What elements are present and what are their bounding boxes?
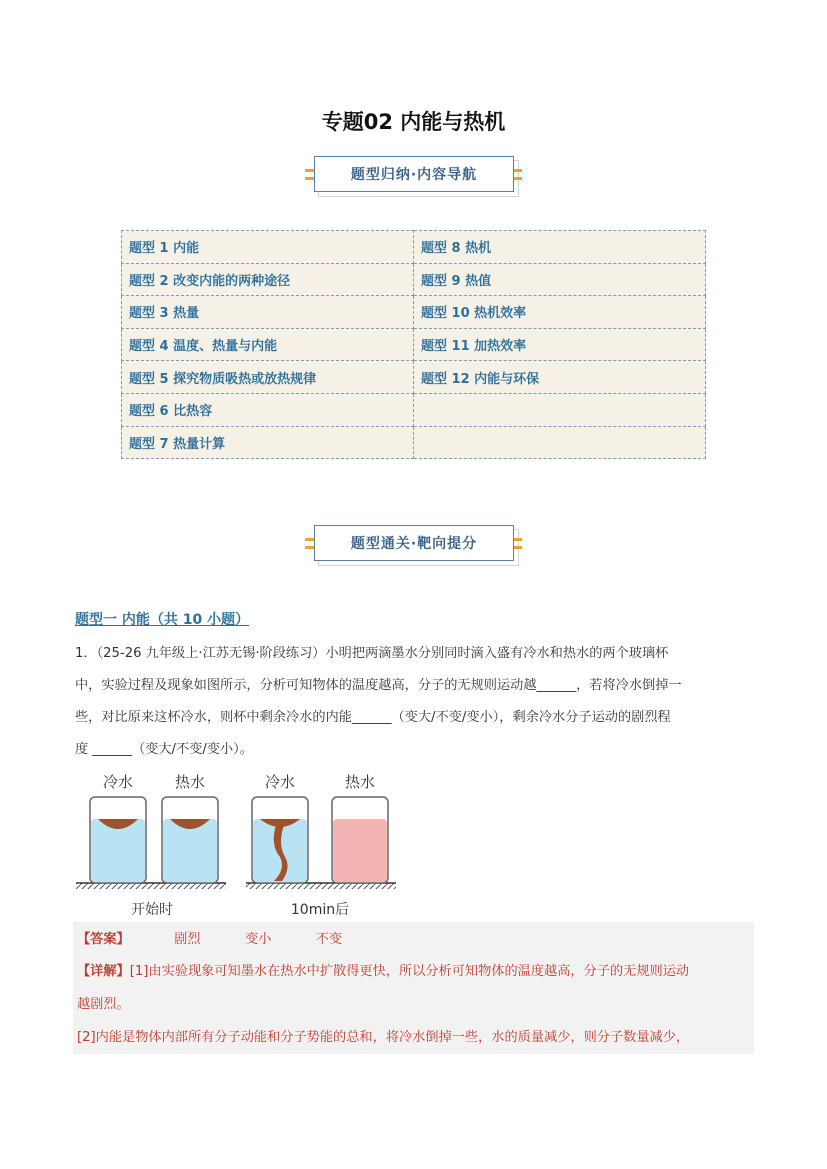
section-banner-navigation bbox=[0, 156, 827, 196]
toc-item bbox=[414, 426, 706, 459]
beaker-cold-start bbox=[90, 797, 146, 883]
detail-text: 越剧烈。 bbox=[77, 997, 130, 1012]
answer-value: 不变 bbox=[315, 932, 343, 947]
section-heading: 题型一 内能（共 10 小题） bbox=[75, 612, 250, 628]
beakers-illustration bbox=[74, 765, 404, 923]
beaker-cold-after bbox=[252, 797, 308, 883]
toc-item[interactable]: 题型 11 加热效率 bbox=[414, 328, 706, 361]
toc-item[interactable]: 题型 2 改变内能的两种途径 bbox=[122, 263, 414, 296]
beaker-hot-start bbox=[162, 797, 218, 883]
answer-value: 剧烈 bbox=[174, 932, 201, 947]
answer-value: 变小 bbox=[244, 932, 272, 947]
section-banner-practice bbox=[0, 525, 827, 565]
toc-item[interactable]: 题型 3 热量 bbox=[122, 296, 414, 329]
banner-label: 题型归纳·内容导航 bbox=[314, 156, 514, 192]
question-line: 些，对比原来这杯冷水，则杯中剩余冷水的内能______（变大/不变/变小），剩余冷水分子运动的剧烈程 bbox=[75, 710, 671, 725]
label-hot-2: 热水 bbox=[344, 773, 376, 791]
banner-label: 题型通关·靶向提分 bbox=[314, 525, 514, 561]
toc-row bbox=[122, 361, 706, 394]
detail-row bbox=[77, 960, 689, 979]
toc-item[interactable]: 题型 10 热机效率 bbox=[414, 296, 706, 329]
detail-label: 【详解】 bbox=[77, 964, 130, 979]
toc-item[interactable]: 题型 1 内能 bbox=[122, 231, 414, 264]
label-cold-1: 冷水 bbox=[102, 773, 134, 791]
toc-row bbox=[122, 393, 706, 426]
toc-item[interactable]: 题型 4 温度、热量与内能 bbox=[122, 328, 414, 361]
toc-table bbox=[121, 230, 706, 459]
toc-row bbox=[122, 231, 706, 264]
beaker-hot-after bbox=[332, 797, 388, 883]
toc-item[interactable]: 题型 6 比热容 bbox=[122, 393, 414, 426]
toc-item[interactable]: 题型 12 内能与环保 bbox=[414, 361, 706, 394]
toc-row bbox=[122, 426, 706, 459]
question-line: 中，实验过程及现象如图所示，分析可知物体的温度越高，分子的无规则运动越______，若将冷水倒掉一 bbox=[75, 678, 682, 693]
detail-text: [1]由实验现象可知墨水在热水中扩散得更快，所以分析可知物体的温度越高，分子的无规则运动 bbox=[129, 964, 690, 979]
toc-item[interactable]: 题型 8 热机 bbox=[414, 231, 706, 264]
experiment-figure bbox=[74, 765, 404, 923]
question-line: 1．（25-26 九年级上·江苏无锡·阶段练习）小明把两滴墨水分别同时滴入盛有冷水和热水的两个玻璃杯 bbox=[75, 646, 669, 661]
toc-row bbox=[122, 328, 706, 361]
toc-row bbox=[122, 296, 706, 329]
question-text bbox=[75, 638, 755, 766]
answer-label: 【答案】 bbox=[77, 932, 130, 947]
toc-item[interactable]: 题型 7 热量计算 bbox=[122, 426, 414, 459]
caption-start: 开始时 bbox=[131, 902, 173, 918]
caption-end: 10min后 bbox=[290, 902, 350, 918]
toc-item bbox=[414, 393, 706, 426]
answer-block bbox=[73, 922, 754, 1054]
page-title: 专题02 内能与热机 bbox=[321, 110, 506, 134]
answer-row bbox=[77, 928, 342, 947]
question-line: 度 ______（变大/不变/变小）。 bbox=[75, 742, 253, 757]
label-hot-1: 热水 bbox=[174, 773, 206, 791]
toc-row bbox=[122, 263, 706, 296]
toc-item[interactable]: 题型 9 热值 bbox=[414, 263, 706, 296]
detail-text: [2]内能是物体内部所有分子动能和分子势能的总和，将冷水倒掉一些，水的质量减少，则分子数量减少， bbox=[77, 1030, 690, 1045]
toc-item[interactable]: 题型 5 探究物质吸热或放热规律 bbox=[122, 361, 414, 394]
label-cold-2: 冷水 bbox=[264, 773, 296, 791]
